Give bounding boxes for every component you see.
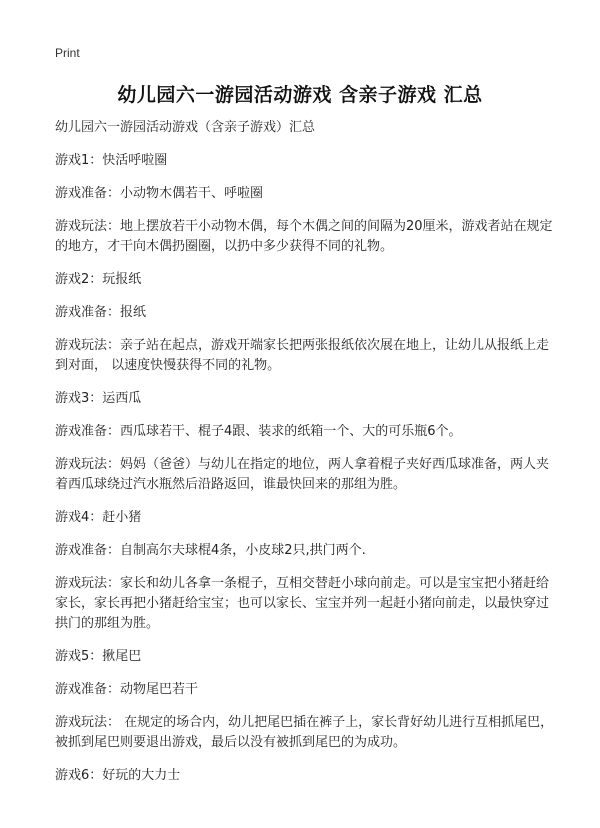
game-3-rules: 游戏玩法：妈妈（爸爸）与幼儿在指定的地位，两人拿着棍子夹好西瓜球准备，两人夹着西瓜球绕过汽水瓶然后沿路返回，谁最快回来的那组为胜。 [55, 457, 550, 492]
game-4-rules: 游戏玩法：家长和幼儿各拿一条棍子，互相交替赶小球向前走。可以是宝宝把小猪赶给家长，家长再把小猪赶给宝宝；也可以家长、宝宝并列一起赶小猪向前走，以最快穿过拱门的那组为胜。 [55, 576, 550, 631]
game-1-rules: 游戏玩法：地上摆放若干小动物木偶，每个木偶之间的间隔为20厘米，游戏者站在规定的地方，才干向木偶扔圈圈，以扔中多少获得不同的礼物。 [55, 219, 553, 254]
game-3-title: 游戏3：运西瓜 [55, 391, 142, 406]
game-5-title: 游戏5：揪尾巴 [55, 649, 142, 664]
game-2-preparation: 游戏准备：报纸 [55, 305, 147, 320]
game-4-preparation: 游戏准备：自制高尔夫球棍4条，小皮球2只,拱门两个. [55, 543, 366, 558]
game-5-rules: 游戏玩法： 在规定的场合内，幼儿把尾巴插在裤子上，家长背好幼儿进行互相抓尾巴，被抓到尾巴则要退出游戏，最后以没有被抓到尾巴的为成功。 [55, 715, 554, 750]
document-title: 幼儿园六一游园活动游戏 含亲子游戏 汇总 [117, 84, 483, 106]
game-2-rules: 游戏玩法：亲子站在起点，游戏开端家长把两张报纸依次展在地上，让幼儿从报纸上走到对面， 以速度快慢获得不同的礼物。 [55, 338, 550, 373]
print-label: Print [55, 46, 80, 60]
game-4-title: 游戏4：赶小猪 [55, 510, 142, 525]
game-1-title: 游戏1：快活呼啦圈 [55, 153, 168, 168]
game-2-title: 游戏2：玩报纸 [55, 272, 142, 287]
game-5-preparation: 游戏准备：动物尾巴若干 [55, 682, 199, 697]
document-body [55, 118, 555, 799]
game-1-preparation: 游戏准备：小动物木偶若干、呼啦圈 [55, 186, 264, 201]
game-3-preparation: 游戏准备：西瓜球若干、棍子4跟、装求的纸箱一个、大的可乐瓶6个。 [55, 424, 462, 439]
game-6-title: 游戏6：好玩的大力士 [55, 768, 181, 783]
intro-paragraph: 幼儿园六一游园活动游戏（含亲子游戏）汇总 [55, 120, 316, 135]
